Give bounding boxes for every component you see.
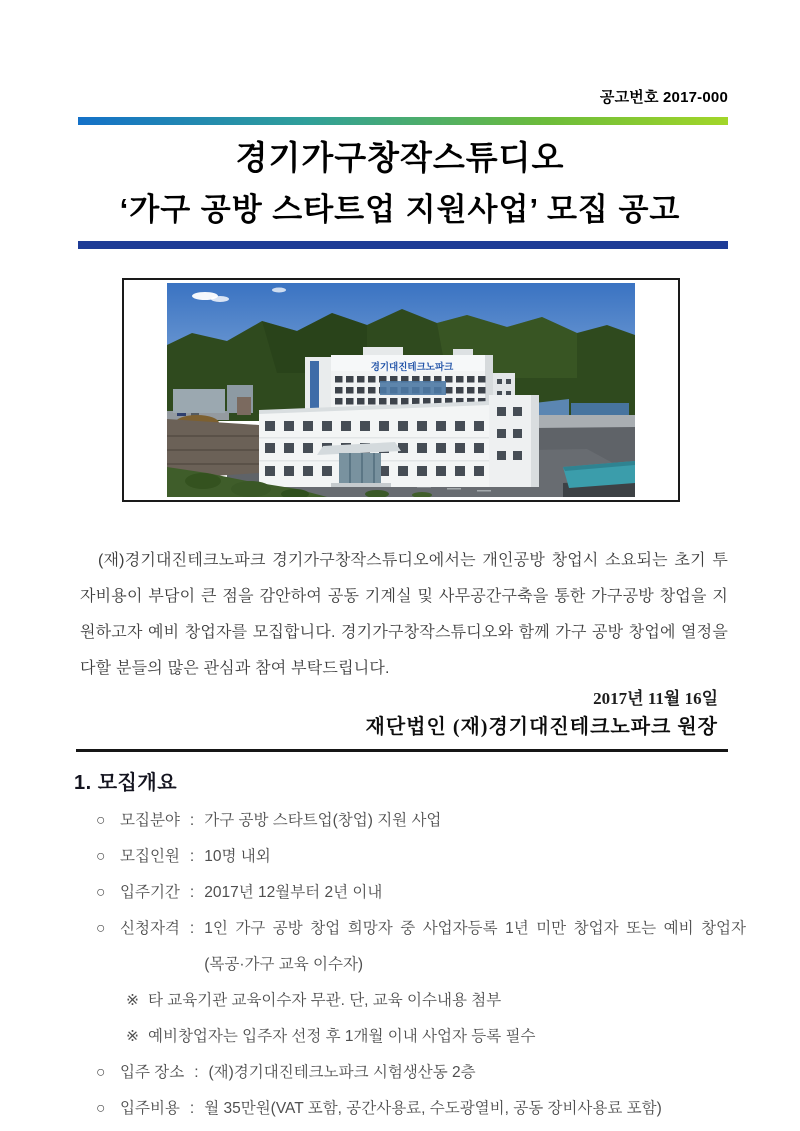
factory-roof-blue xyxy=(571,403,629,417)
building-photo xyxy=(167,283,635,497)
item-label: 모집인원 xyxy=(120,848,180,865)
navy-divider-bar xyxy=(78,241,728,249)
item-value: 1인 가구 공방 창업 희망자 중 사업자등록 1년 미만 창업자 또는 예비 창업자 (목공·가구 교육 이수자) xyxy=(204,920,746,973)
item-value: 가구 공방 스타트업(창업) 지원 사업 xyxy=(204,812,442,829)
section1-heading: 1. 모집개요 xyxy=(74,772,178,794)
item-label: 입주기간 xyxy=(120,884,180,901)
list-item xyxy=(96,839,746,875)
document-title-line2: ‘가구 공방 스타트업 지원사업’ 모집 공고 xyxy=(119,192,681,227)
gradient-divider-bar xyxy=(78,117,728,125)
notice-number: 공고번호 2017-000 xyxy=(599,89,728,106)
list-item xyxy=(96,1055,746,1091)
cloud xyxy=(272,288,286,293)
item-label: 모집분야 xyxy=(120,812,180,829)
entrance-steps xyxy=(331,483,391,487)
item-colon: : xyxy=(194,1064,199,1081)
building-photo-frame xyxy=(122,278,680,502)
section-divider-line xyxy=(76,749,728,752)
tower-roof-structure xyxy=(363,347,403,355)
distant-building xyxy=(173,389,225,413)
tower-glass-band xyxy=(380,381,446,395)
building-sign-text: 경기대진테크노파크 xyxy=(370,362,454,373)
distant-building-brown xyxy=(237,397,251,415)
item-colon: : xyxy=(189,920,195,937)
note-text: 예비창업자는 입주자 선정 후 1개월 이내 사업자 등록 필수 xyxy=(148,1028,536,1045)
reference-mark-icon: ※ xyxy=(126,992,139,1009)
front-wing-side xyxy=(531,395,539,487)
intro-paragraph: (재)경기대진테크노파크 경기가구창작스튜디오에서는 개인공방 창업시 소요되는 초기 투자비용이 부담이 큰 점을 감안하여 공동 기계실 및 사무공간구축을 통한 가구공방 창업을 지원하고자 예비 창업자를 모집합니다. 경기가구창작스튜디오와 함께 가구 공방 창업에 열정을 다할 분들의 많은 관심과 참여 부탁드립니다. xyxy=(80,552,728,677)
list-note-item xyxy=(96,1019,746,1055)
circle-bullet-icon: ○ xyxy=(96,848,106,865)
note-text: 타 교육기관 교육이수자 무관. 단, 교육 이수내용 첨부 xyxy=(148,992,502,1009)
list-item xyxy=(96,875,746,911)
item-value: 2017년 12월부터 2년 이내 xyxy=(204,884,383,901)
item-colon: : xyxy=(189,848,195,865)
document-title-line1: 경기가구창작스튜디오 xyxy=(235,139,565,176)
reference-mark-icon: ※ xyxy=(126,1028,139,1045)
tower-roof-structure xyxy=(453,349,473,355)
item-value: (재)경기대진테크노파크 시험생산동 2층 xyxy=(208,1064,476,1081)
item-label: 신청자격 xyxy=(120,920,180,937)
cloud xyxy=(211,296,229,302)
list-item xyxy=(96,803,746,839)
circle-bullet-icon: ○ xyxy=(96,812,106,829)
bush xyxy=(231,481,271,497)
item-value: 월 35만원(VAT 포함, 공간사용료, 수도광열비, 공동 장비사용료 포함) xyxy=(204,1100,662,1117)
item-colon: : xyxy=(189,812,195,829)
list-item xyxy=(96,1091,746,1127)
circle-bullet-icon: ○ xyxy=(96,920,106,937)
signature: 재단법인 (재)경기대진테크노파크 원장 xyxy=(365,716,718,738)
circle-bullet-icon: ○ xyxy=(96,1064,106,1081)
item-colon: : xyxy=(189,884,195,901)
item-label: 입주 장소 xyxy=(120,1064,185,1081)
item-colon: : xyxy=(189,1100,195,1117)
circle-bullet-icon: ○ xyxy=(96,884,106,901)
circle-bullet-icon: ○ xyxy=(96,1100,106,1117)
item-label: 입주비용 xyxy=(120,1100,180,1117)
list-item xyxy=(96,911,746,983)
announcement-date: 2017년 11월 16일 xyxy=(593,689,718,708)
list-note-item xyxy=(96,983,746,1019)
bush xyxy=(185,473,221,489)
recruitment-overview-list xyxy=(96,803,746,1127)
item-value: 10명 내외 xyxy=(204,848,271,865)
